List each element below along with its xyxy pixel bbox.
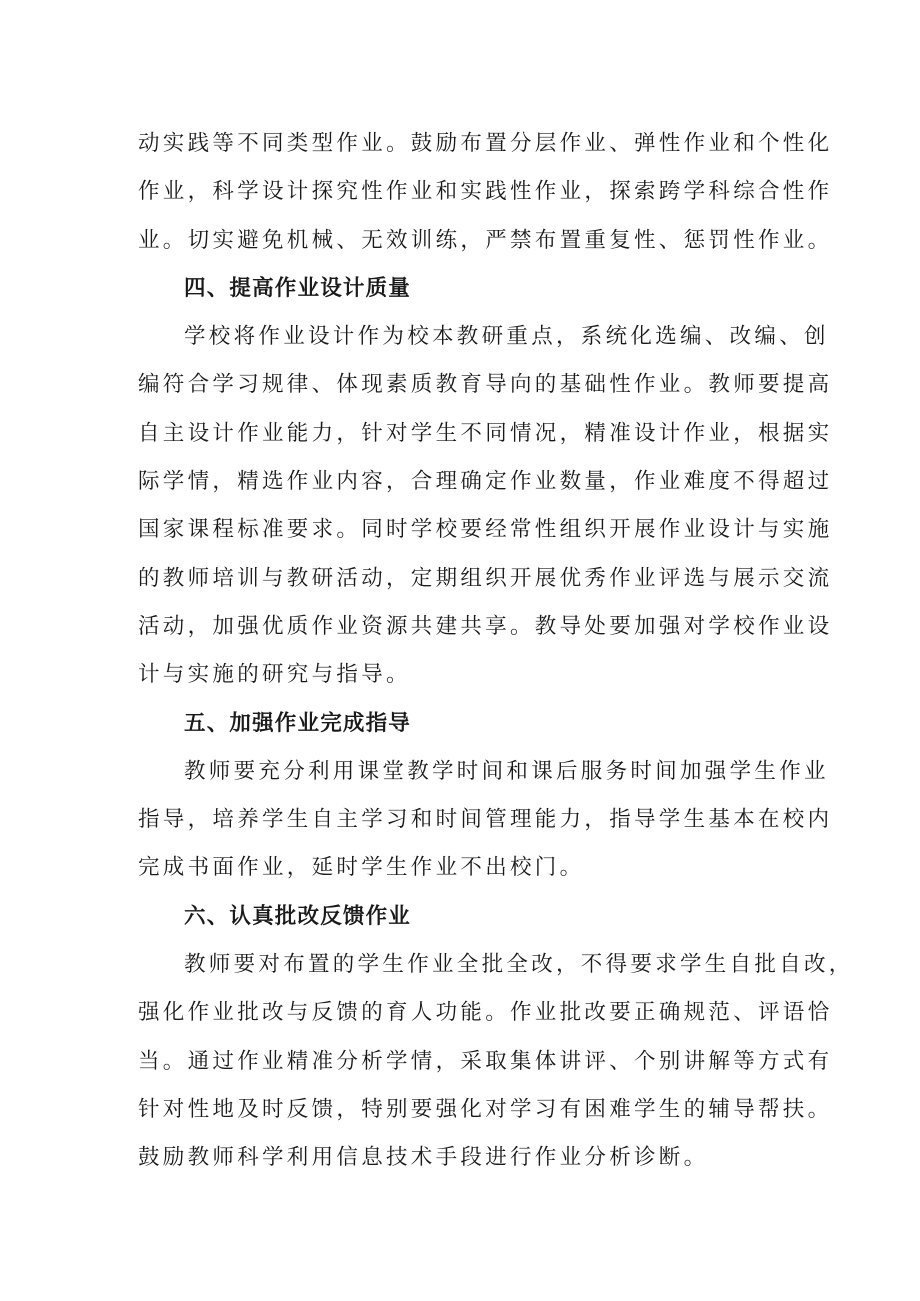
document-body [138,120,854,1183]
text-line: 活动，加强优质作业资源共建共享。教导处要加强对学校作业设 [138,613,833,639]
text-line: 业。切实避免机械、无效训练，严禁布置重复性、惩罚性作业。 [138,227,833,253]
text-line: 作业，科学设计探究性作业和实践性作业，探索跨学科综合性作 [138,179,833,205]
paragraph-section-6 [138,941,854,1182]
text-line: 自主设计作业能力，针对学生不同情况，精准设计作业，根据实 [138,420,833,446]
text-line: 学校将作业设计作为校本教研重点，系统化选编、改编、创 [184,324,829,350]
text-line: 的教师培训与教研活动，定期组织开展优秀作业评选与展示交流 [138,565,833,591]
text-line: 鼓励教师科学利用信息技术手段进行作业分析诊断。 [138,1145,709,1171]
text-line: 针对性地及时反馈，特别要强化对学习有困难学生的辅导帮扶。 [138,1096,833,1122]
section-heading-4: 四、提高作业设计质量 [184,275,412,301]
section-heading-5: 五、加强作业完成指导 [184,710,412,736]
paragraph-section-5 [138,748,833,893]
text-line: 编符合学习规律、体现素质教育导向的基础性作业。教师要提高 [138,372,833,398]
text-line: 完成书面作业，延时学生作业不出校门。 [138,855,585,881]
text-line: 当。通过作业精准分析学情，采取集体讲评、个别讲解等方式有 [138,1048,833,1074]
text-line: 际学情，精选作业内容，合理确定作业数量，作业难度不得超过 [138,469,833,495]
text-line: 教师要充分利用课堂教学时间和课后服务时间加强学生作业 [184,758,829,784]
text-line: 强化作业批改与反馈的育人功能。作业批改要正确规范、评语恰 [138,1000,833,1026]
text-line: 计与实施的研究与指导。 [138,662,411,688]
text-line: 动实践等不同类型作业。鼓励布置分层作业、弹性作业和个性化 [138,131,833,156]
section-heading-6: 六、认真批改反馈作业 [184,903,412,929]
text-line: 国家课程标准要求。同时学校要经常性组织开展作业设计与实施 [138,517,833,543]
text-line: 教师要对布置的学生作业全批全改，不得要求学生自批自改， [184,952,854,978]
paragraph-intro [138,120,833,265]
text-line: 指导，培养学生自主学习和时间管理能力，指导学生基本在校内 [138,807,833,833]
paragraph-section-4 [138,313,833,699]
